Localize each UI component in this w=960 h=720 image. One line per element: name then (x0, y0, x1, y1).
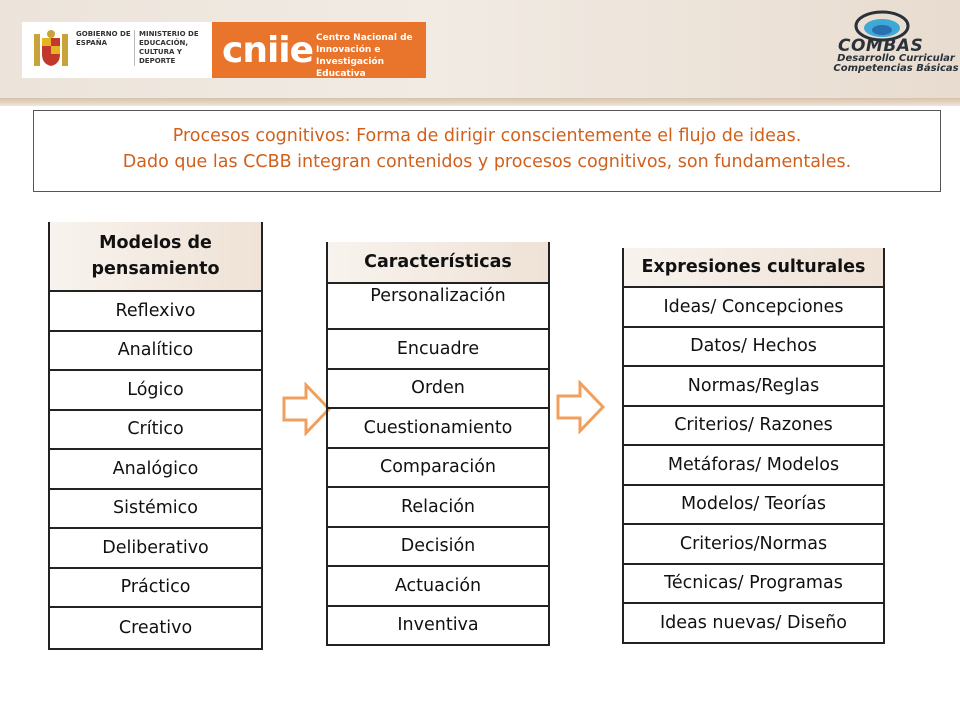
header-divider (0, 98, 960, 106)
table-cell: Encuadre (327, 329, 549, 369)
table-row (327, 329, 549, 369)
combas-subtitle-line1: Desarrollo Curricular (837, 53, 955, 64)
table-row (623, 366, 884, 406)
table-row (623, 564, 884, 604)
combas-subtitle (832, 54, 960, 74)
table-row (623, 327, 884, 367)
table-row (49, 528, 262, 568)
table-cell: Ideas nuevas/ Diseño (623, 603, 884, 643)
table-row (623, 485, 884, 525)
ministry-text: MINISTERIO DE EDUCACIÓN, CULTURA Y DEPORTE (134, 30, 217, 66)
table-header-row (49, 222, 262, 291)
table-cell: Técnicas/ Programas (623, 564, 884, 604)
table-cell: Relación (327, 487, 549, 527)
table-header-row (327, 242, 549, 283)
table-row (623, 445, 884, 485)
table-row (327, 527, 549, 567)
table-cell: Datos/ Hechos (623, 327, 884, 367)
table-cell: Crítico (49, 410, 262, 450)
table-row (327, 566, 549, 606)
table-cell: Sistémico (49, 489, 262, 529)
coat-of-arms-icon (30, 28, 72, 72)
table-row (327, 448, 549, 488)
table-cell: Analógico (49, 449, 262, 489)
table-row (623, 524, 884, 564)
table-cell: Normas/Reglas (623, 366, 884, 406)
combas-wordmark: COMBAS (838, 36, 924, 56)
table-cell: Personalización (327, 283, 549, 329)
cniie-subtitle: Centro Nacional de Innovación e Investigación Educativa (316, 33, 413, 79)
table-cell: Criterios/ Razones (623, 406, 884, 446)
table-cell: Comparación (327, 448, 549, 488)
cultural-expressions-table (622, 248, 885, 644)
table-row (49, 489, 262, 529)
cniie-logo (212, 22, 426, 78)
table-row (49, 568, 262, 608)
right-arrow-outline-icon (556, 380, 606, 434)
thinking-models-header (49, 222, 262, 291)
table-row (327, 283, 549, 329)
table-row (623, 406, 884, 446)
cultural-expressions-header: Expresiones culturales (623, 248, 884, 287)
table-row (49, 291, 262, 331)
table-row (327, 408, 549, 448)
table-cell: Lógico (49, 370, 262, 410)
table-cell: Reflexivo (49, 291, 262, 331)
table-cell: Práctico (49, 568, 262, 608)
characteristics-header: Características (327, 242, 549, 283)
combas-subtitle-line2: Competencias Básicas (833, 63, 959, 74)
table-row (327, 487, 549, 527)
header-banner (0, 0, 960, 104)
table-row (49, 410, 262, 450)
table-row (327, 369, 549, 409)
table-cell: Ideas/ Concepciones (623, 287, 884, 327)
table-cell: Decisión (327, 527, 549, 567)
cniie-wordmark: cniie (222, 30, 314, 71)
characteristics-table (326, 242, 550, 646)
table-row (623, 287, 884, 327)
table-cell: Deliberativo (49, 528, 262, 568)
government-logo (22, 22, 212, 78)
table-row (49, 370, 262, 410)
header-line-1: Modelos de (99, 233, 212, 253)
table-cell: Cuestionamiento (327, 408, 549, 448)
table-row (327, 606, 549, 646)
government-text: GOBIERNO DE ESPAÑA (76, 30, 131, 47)
table-header-row (623, 248, 884, 287)
table-cell: Actuación (327, 566, 549, 606)
table-row (49, 607, 262, 649)
table-cell: Inventiva (327, 606, 549, 646)
header-line-2: pensamiento (91, 259, 220, 279)
table-cell: Criterios/Normas (623, 524, 884, 564)
thinking-models-table (48, 222, 263, 650)
table-cell: Metáforas/ Modelos (623, 445, 884, 485)
table-row (49, 449, 262, 489)
table-cell: Orden (327, 369, 549, 409)
intro-box (33, 110, 941, 192)
table-cell: Modelos/ Teorías (623, 485, 884, 525)
table-cell: Creativo (49, 607, 262, 649)
right-arrow-outline-icon (282, 382, 332, 436)
table-cell: Analítico (49, 331, 262, 371)
intro-line-1: Procesos cognitivos: Forma de dirigir conscientemente el flujo de ideas. (172, 126, 802, 146)
table-row (623, 603, 884, 643)
table-row (49, 331, 262, 371)
intro-line-2: Dado que las CCBB integran contenidos y procesos cognitivos, son fundamentales. (122, 152, 852, 172)
